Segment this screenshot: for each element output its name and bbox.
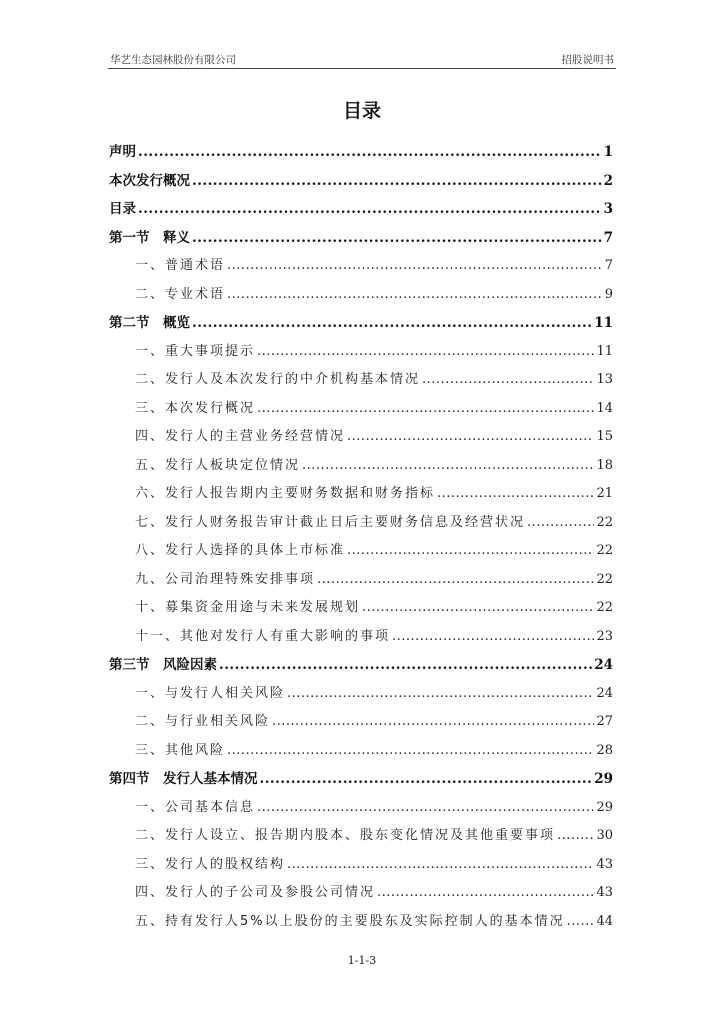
toc-subsection-entry[interactable] xyxy=(109,708,613,737)
toc-entry-page: 43 xyxy=(596,856,613,872)
toc-subsection-entry[interactable] xyxy=(109,851,613,880)
toc-subsection-entry[interactable] xyxy=(109,395,613,424)
toc-entry-page: 1 xyxy=(603,144,613,160)
toc-leader-dots xyxy=(347,537,594,566)
toc-entry-page: 44 xyxy=(596,913,613,929)
toc-entry-label: 十一、其他对发行人有重大影响的事项 xyxy=(135,628,391,644)
toc-entry-label: 一、与发行人相关风险 xyxy=(135,685,286,701)
toc-entry-page: 29 xyxy=(596,799,613,815)
toc-entry-label: 五、发行人板块定位情况 xyxy=(135,457,301,473)
toc-entry-label: 十、募集资金用途与未来发展规划 xyxy=(135,600,361,615)
toc-entry-page: 43 xyxy=(596,885,613,900)
toc-entry-label: 三、本次发行概况 xyxy=(135,400,256,416)
toc-entry-label: 二、专业术语 xyxy=(135,286,226,302)
toc-leader-dots xyxy=(138,138,602,167)
toc-subsection-entry[interactable] xyxy=(109,623,613,652)
toc-entry-page: 28 xyxy=(596,742,613,758)
toc-entry-label: 一、普通术语 xyxy=(135,258,226,273)
toc-subsection-entry[interactable] xyxy=(109,423,613,452)
toc-leader-dots xyxy=(347,423,594,452)
toc-leader-dots xyxy=(227,737,594,766)
toc-leader-dots xyxy=(227,252,603,281)
toc-leader-dots xyxy=(392,623,594,652)
toc-entry-label: 三、其他风险 xyxy=(135,742,226,758)
toc-entry-page: 22 xyxy=(596,514,613,530)
toc-subsection-entry[interactable] xyxy=(109,794,613,823)
toc-entry-page: 9 xyxy=(604,286,613,302)
toc-leader-dots xyxy=(219,651,592,680)
toc-leader-dots xyxy=(422,366,594,395)
toc-entry-page: 24 xyxy=(596,685,613,701)
toc-leader-dots xyxy=(138,195,602,224)
toc-leader-dots xyxy=(192,309,592,338)
toc-entry-page: 11 xyxy=(594,315,613,331)
toc-subsection-entry[interactable] xyxy=(109,281,613,310)
toc-entry-page: 7 xyxy=(603,229,613,246)
toc-entry-page: 22 xyxy=(596,600,613,615)
toc-leader-dots xyxy=(302,452,594,481)
toc-leader-dots xyxy=(192,224,602,253)
toc-leader-dots xyxy=(257,395,594,424)
toc-entry-page: 13 xyxy=(596,372,613,387)
toc-entry-label: 九、公司治理特殊安排事项 xyxy=(135,571,316,587)
toc-entry-label: 一、重大事项提示 xyxy=(135,343,256,359)
toc-leader-dots xyxy=(527,509,594,538)
toc-leader-dots xyxy=(377,879,594,908)
toc-subsection-entry[interactable] xyxy=(109,252,613,281)
toc-entry-page: 23 xyxy=(596,628,613,644)
toc-subsection-entry[interactable] xyxy=(109,452,613,481)
toc-section-entry[interactable] xyxy=(109,309,613,338)
toc-leader-dots xyxy=(192,167,602,196)
toc-section-entry[interactable] xyxy=(109,651,613,680)
toc-subsection-entry[interactable] xyxy=(109,537,613,566)
toc-entry-label: 第一节 释义 xyxy=(109,229,190,246)
toc-entry-label: 第二节 概览 xyxy=(109,315,190,331)
toc-subsection-entry[interactable] xyxy=(109,480,613,509)
toc-entry-label: 四、发行人的主营业务经营情况 xyxy=(135,429,346,444)
toc-subsection-entry[interactable] xyxy=(109,822,613,851)
toc-subsection-entry[interactable] xyxy=(109,908,613,937)
toc-entry-label: 二、发行人及本次发行的中介机构基本情况 xyxy=(135,372,421,387)
toc-entry-page: 15 xyxy=(596,429,613,444)
toc-entry-page: 24 xyxy=(594,657,613,673)
toc-entry-page: 3 xyxy=(603,201,613,217)
toc-entry-label: 六、发行人报告期内主要财务数据和财务指标 xyxy=(135,486,436,501)
toc-section-entry[interactable] xyxy=(109,138,613,167)
toc-leader-dots xyxy=(557,822,594,851)
toc-subsection-entry[interactable] xyxy=(109,338,613,367)
toc-leader-dots xyxy=(287,680,594,709)
toc-leader-dots xyxy=(260,765,593,794)
toc-entry-label: 声明 xyxy=(109,144,136,160)
toc-leader-dots xyxy=(362,594,594,623)
toc-subsection-entry[interactable] xyxy=(109,566,613,595)
toc-leader-dots xyxy=(257,794,594,823)
toc-entry-label: 五、持有发行人5%以上股份的主要股东及实际控制人的基本情况 xyxy=(135,913,565,929)
toc-entry-page: 27 xyxy=(596,714,613,729)
toc-leader-dots xyxy=(567,908,595,937)
toc-leader-dots xyxy=(227,281,603,310)
toc-subsection-entry[interactable] xyxy=(109,879,613,908)
toc-entry-page: 14 xyxy=(596,400,613,416)
toc-entry-page: 29 xyxy=(594,771,613,787)
page-title: 目录 xyxy=(342,100,381,122)
toc-leader-dots xyxy=(257,338,594,367)
toc-subsection-entry[interactable] xyxy=(109,737,613,766)
toc-entry-label: 八、发行人选择的具体上市标准 xyxy=(135,543,346,558)
toc-leader-dots xyxy=(272,708,594,737)
page-number: 1-1-3 xyxy=(347,954,377,967)
toc-entry-label: 七、发行人财务报告审计截止日后主要财务信息及经营状况 xyxy=(135,514,526,530)
toc-entry-label: 目录 xyxy=(109,201,136,217)
toc-entry-label: 二、与行业相关风险 xyxy=(135,714,271,729)
toc-subsection-entry[interactable] xyxy=(109,366,613,395)
toc-entry-label: 四、发行人的子公司及参股公司情况 xyxy=(135,885,376,900)
toc-leader-dots xyxy=(287,851,594,880)
table-of-contents xyxy=(109,138,613,936)
toc-entry-label: 二、发行人设立、报告期内股本、股东变化情况及其他重要事项 xyxy=(135,828,556,843)
toc-entry-page: 21 xyxy=(596,486,613,501)
toc-entry-page: 2 xyxy=(603,172,613,189)
toc-subsection-entry[interactable] xyxy=(109,594,613,623)
toc-section-entry[interactable] xyxy=(109,195,613,224)
header-company: 华艺生态园林股份有限公司 xyxy=(110,54,236,66)
toc-entry-label: 一、公司基本信息 xyxy=(135,799,256,815)
page-header xyxy=(108,50,616,69)
toc-entry-page: 18 xyxy=(596,457,613,473)
toc-entry-page: 11 xyxy=(596,343,613,359)
toc-leader-dots xyxy=(437,480,594,509)
toc-entry-label: 第四节 发行人基本情况 xyxy=(109,771,258,787)
toc-subsection-entry[interactable] xyxy=(109,680,613,709)
toc-entry-label: 本次发行概况 xyxy=(109,172,190,189)
toc-section-entry[interactable] xyxy=(109,765,613,794)
toc-entry-label: 第三节 风险因素 xyxy=(109,657,217,673)
header-doc-type: 招股说明书 xyxy=(561,54,614,66)
toc-entry-page: 7 xyxy=(604,258,613,273)
toc-entry-label: 三、发行人的股权结构 xyxy=(135,856,286,872)
toc-leader-dots xyxy=(317,566,594,595)
toc-entry-page: 22 xyxy=(596,543,613,558)
toc-entry-page: 22 xyxy=(596,571,613,587)
toc-entry-page: 30 xyxy=(596,828,613,843)
toc-section-entry[interactable] xyxy=(109,167,613,196)
toc-section-entry[interactable] xyxy=(109,224,613,253)
toc-subsection-entry[interactable] xyxy=(109,509,613,538)
